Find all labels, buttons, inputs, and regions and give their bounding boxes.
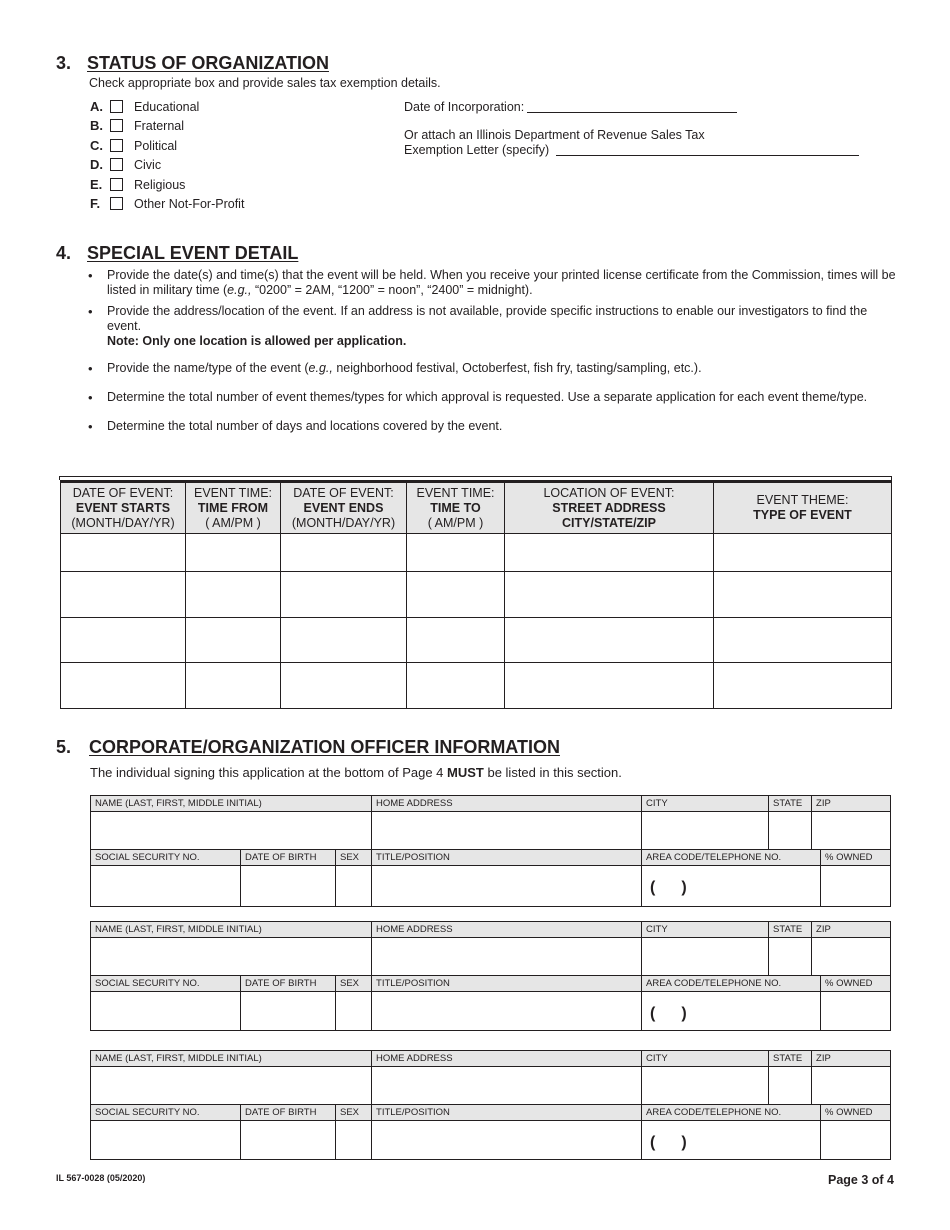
event-cell[interactable] (407, 534, 505, 572)
name-header: NAME (LAST, FIRST, MIDDLE INITIAL) (91, 922, 372, 938)
event-cell[interactable] (407, 618, 505, 663)
table-row (61, 618, 892, 663)
zip-header: ZIP (812, 796, 891, 812)
table-row (61, 572, 892, 618)
officer-block-1 (90, 795, 891, 907)
dob-header: DATE OF BIRTH (241, 1105, 336, 1121)
attach-letter-line2: Exemption Letter (specify) (404, 143, 550, 157)
section-3-number: 3. (56, 53, 72, 73)
instruction-text: “0200” = 2AM, “1200” = noon”, “2400” = midnight). (251, 283, 533, 297)
dob-field[interactable] (241, 866, 336, 907)
ssn-field[interactable] (91, 1121, 241, 1160)
option-religious[interactable] (90, 177, 185, 192)
table-row (61, 534, 892, 572)
option-civic[interactable] (90, 157, 161, 172)
col-event-starts: DATE OF EVENT: EVENT STARTS (MONTH/DAY/YR) (61, 482, 186, 534)
event-cell[interactable] (61, 534, 186, 572)
event-cell[interactable] (407, 572, 505, 618)
section-4-title: SPECIAL EVENT DETAIL (87, 243, 299, 263)
instruction-eg: e.g., (308, 361, 333, 375)
sex-header: SEX (336, 1105, 372, 1121)
event-cell[interactable] (281, 572, 407, 618)
state-field[interactable] (769, 812, 812, 850)
zip-header: ZIP (812, 1051, 891, 1067)
phone-header: AREA CODE/TELEPHONE NO. (642, 1105, 821, 1121)
phone-field[interactable] (642, 1121, 821, 1160)
event-cell[interactable] (714, 572, 892, 618)
title-field[interactable] (372, 992, 642, 1031)
dob-field[interactable] (241, 992, 336, 1031)
owned-header: % OWNED (821, 850, 891, 866)
event-cell[interactable] (186, 618, 281, 663)
event-cell[interactable] (281, 534, 407, 572)
name-field[interactable] (91, 938, 372, 976)
checkbox-religious[interactable] (110, 178, 123, 191)
option-letter: D. (90, 157, 103, 172)
state-header: STATE (769, 796, 812, 812)
zip-header: ZIP (812, 922, 891, 938)
event-cell[interactable] (505, 534, 714, 572)
col-event-theme: EVENT THEME: TYPE OF EVENT (714, 482, 892, 534)
phone-header: AREA CODE/TELEPHONE NO. (642, 976, 821, 992)
state-header: STATE (769, 1051, 812, 1067)
option-label: Educational (134, 99, 200, 114)
ssn-header: SOCIAL SECURITY NO. (91, 1105, 241, 1121)
phone-field[interactable] (642, 992, 821, 1031)
option-label: Political (134, 138, 178, 153)
attach-letter-line1: Or attach an Illinois Department of Revenue Sales Tax (404, 128, 705, 142)
event-cell[interactable] (186, 663, 281, 709)
option-fraternal[interactable] (90, 118, 184, 133)
instruction-text: Provide the address/location of the event. If an address is not available, provide specific instructions to enable our investigators to find the event. (107, 304, 868, 333)
section-3-instruction: Check appropriate box and provide sales tax exemption details. (89, 76, 441, 90)
state-field[interactable] (769, 938, 812, 976)
col-event-ends: DATE OF EVENT: EVENT ENDS (MONTH/DAY/YR) (281, 482, 407, 534)
instruction-item (88, 268, 898, 298)
section-5-title: CORPORATE/ORGANIZATION OFFICER INFORMATION (89, 737, 560, 757)
option-letter: F. (90, 196, 101, 211)
city-header: CITY (642, 922, 769, 938)
city-field[interactable] (642, 938, 769, 976)
event-instructions (88, 268, 898, 434)
option-letter: E. (90, 177, 103, 192)
phone-field[interactable] (642, 866, 821, 907)
sex-field[interactable] (336, 1121, 372, 1160)
option-label: Civic (134, 157, 162, 172)
zip-field[interactable] (812, 938, 891, 976)
option-educational[interactable] (90, 99, 199, 114)
event-cell[interactable] (407, 663, 505, 709)
col-time-from: EVENT TIME: TIME FROM ( AM/PM ) (186, 482, 281, 534)
ssn-field[interactable] (91, 992, 241, 1031)
event-cell[interactable] (186, 572, 281, 618)
city-field[interactable] (642, 1067, 769, 1105)
option-label: Other Not-For-Profit (134, 196, 245, 211)
ssn-header: SOCIAL SECURITY NO. (91, 976, 241, 992)
owned-header: % OWNED (821, 976, 891, 992)
home-address-field[interactable] (372, 1067, 642, 1105)
instruction-text: The individual signing this application at the bottom of Page 4 (90, 765, 448, 780)
home-address-header: HOME ADDRESS (372, 1051, 642, 1067)
option-label: Fraternal (134, 118, 185, 133)
paren-open: ( (650, 1134, 656, 1151)
state-header: STATE (769, 922, 812, 938)
city-header: CITY (642, 796, 769, 812)
owned-header: % OWNED (821, 1105, 891, 1121)
instruction-text: neighborhood festival, Octoberfest, fish fry, tasting/sampling, etc.). (332, 361, 702, 375)
event-cell[interactable] (505, 572, 714, 618)
state-field[interactable] (769, 1067, 812, 1105)
instruction-text: be listed in this section. (483, 765, 622, 780)
owned-field[interactable] (821, 1121, 891, 1160)
paren-open: ( (650, 879, 656, 896)
instruction-text: Provide the date(s) and time(s) that the event will be held. When you receive your printed license certificate from the Commission, times will be listed in military time ( (107, 268, 896, 297)
dob-field[interactable] (241, 1121, 336, 1160)
zip-field[interactable] (812, 1067, 891, 1105)
paren-close: ) (681, 879, 687, 896)
paren-open: ( (650, 1005, 656, 1022)
option-political[interactable] (90, 138, 177, 153)
checkbox-fraternal[interactable] (110, 119, 123, 132)
instruction-must: MUST (447, 765, 484, 780)
instruction-eg: e.g., (227, 283, 252, 297)
event-cell[interactable] (505, 663, 714, 709)
event-cell[interactable] (714, 618, 892, 663)
title-header: TITLE/POSITION (372, 976, 642, 992)
option-letter: B. (90, 118, 103, 133)
home-address-field[interactable] (372, 812, 642, 850)
instruction-text: Determine the total number of days and locations covered by the event. (107, 419, 503, 433)
paren-close: ) (681, 1005, 687, 1022)
event-cell[interactable] (186, 534, 281, 572)
owned-field[interactable] (821, 866, 891, 907)
title-header: TITLE/POSITION (372, 1105, 642, 1121)
event-table (60, 480, 892, 709)
form-id: IL 567-0028 (05/2020) (56, 1173, 146, 1183)
checkbox-political[interactable] (110, 139, 123, 152)
name-header: NAME (LAST, FIRST, MIDDLE INITIAL) (91, 1051, 372, 1067)
officer-block-2 (90, 921, 891, 1031)
event-cell[interactable] (281, 618, 407, 663)
page-number: Page 3 of 4 (828, 1173, 894, 1187)
instruction-item (88, 390, 898, 405)
section-5-instruction (90, 765, 622, 780)
checkbox-educational[interactable] (110, 100, 123, 113)
checkbox-civic[interactable] (110, 158, 123, 171)
section-3-title: STATUS OF ORGANIZATION (87, 53, 329, 73)
title-field[interactable] (372, 1121, 642, 1160)
name-field[interactable] (91, 1067, 372, 1105)
event-cell[interactable] (61, 663, 186, 709)
home-address-field[interactable] (372, 938, 642, 976)
name-field[interactable] (91, 812, 372, 850)
home-address-header: HOME ADDRESS (372, 922, 642, 938)
phone-header: AREA CODE/TELEPHONE NO. (642, 850, 821, 866)
city-field[interactable] (642, 812, 769, 850)
instruction-note: Note: Only one location is allowed per application. (107, 334, 407, 348)
instruction-text: Provide the name/type of the event ( (107, 361, 309, 375)
sex-field[interactable] (336, 992, 372, 1031)
event-cell[interactable] (714, 663, 892, 709)
title-field[interactable] (372, 866, 642, 907)
sex-header: SEX (336, 850, 372, 866)
section-4-number: 4. (56, 243, 72, 263)
instruction-item (88, 419, 898, 434)
city-header: CITY (642, 1051, 769, 1067)
event-cell[interactable] (281, 663, 407, 709)
dob-header: DATE OF BIRTH (241, 976, 336, 992)
instruction-text: Determine the total number of event themes/types for which approval is requested. Use a separate application for each event theme/type. (107, 390, 868, 404)
owned-field[interactable] (821, 992, 891, 1031)
instruction-item (88, 361, 898, 376)
option-other-not-for-profit[interactable] (90, 196, 244, 211)
title-header: TITLE/POSITION (372, 850, 642, 866)
option-label: Religious (134, 177, 186, 192)
section-5-number: 5. (56, 737, 72, 757)
table-row (61, 663, 892, 709)
sex-header: SEX (336, 976, 372, 992)
checkbox-other-not-for-profit[interactable] (110, 197, 123, 210)
col-location: LOCATION OF EVENT: STREET ADDRESS CITY/STATE/ZIP (505, 482, 714, 534)
instruction-item (88, 304, 898, 349)
option-letter: C. (90, 138, 103, 153)
date-of-incorporation-field[interactable] (527, 100, 737, 113)
event-cell[interactable] (714, 534, 892, 572)
zip-field[interactable] (812, 812, 891, 850)
ssn-header: SOCIAL SECURITY NO. (91, 850, 241, 866)
exemption-letter-field[interactable] (556, 143, 859, 156)
dob-header: DATE OF BIRTH (241, 850, 336, 866)
ssn-field[interactable] (91, 866, 241, 907)
home-address-header: HOME ADDRESS (372, 796, 642, 812)
col-time-to: EVENT TIME: TIME TO ( AM/PM ) (407, 482, 505, 534)
name-header: NAME (LAST, FIRST, MIDDLE INITIAL) (91, 796, 372, 812)
option-letter: A. (90, 99, 103, 114)
event-cell[interactable] (61, 572, 186, 618)
paren-close: ) (681, 1134, 687, 1151)
event-table-header (61, 482, 892, 534)
officer-block-3 (90, 1050, 891, 1160)
event-cell[interactable] (61, 618, 186, 663)
sex-field[interactable] (336, 866, 372, 907)
event-cell[interactable] (505, 618, 714, 663)
date-of-incorporation-label: Date of Incorporation: (404, 100, 525, 114)
